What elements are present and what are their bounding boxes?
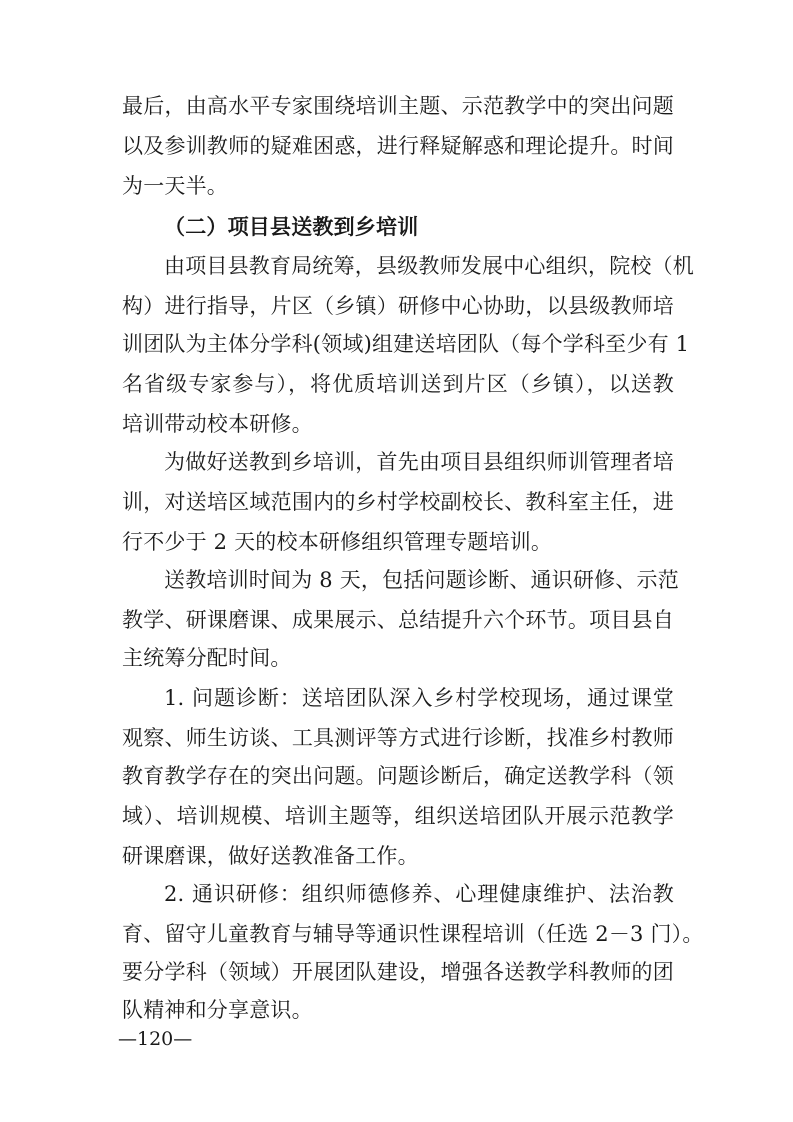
paragraph-line: 教学、研课磨课、成果展示、总结提升六个环节。项目县自 [122, 608, 674, 632]
paragraph-line: 行不少于 2 天的校本研修组织管理专题培训。 [122, 530, 553, 554]
paragraph-line: 送教培训时间为 8 天，包括问题诊断、通识研修、示范 [164, 568, 679, 592]
paragraph-line: 以及参训教师的疑难困惑，进行释疑解惑和理论提升。时间 [122, 134, 674, 158]
paragraph-line: 训团队为主体分学科(领域)组建送培团队（每个学科至少有 1 [122, 332, 690, 356]
paragraph-line: 为一天半。 [122, 174, 228, 198]
paragraph-line: 育、留守儿童教育与辅导等通识性课程培训（任选 2－3 门）。 [122, 922, 704, 946]
paragraph-line: 队精神和分享意识。 [122, 998, 313, 1022]
paragraph-line: 教育教学存在的突出问题。问题诊断后，确定送教学科（领 [122, 764, 674, 788]
paragraph-line: 为做好送教到乡培训，首先由项目县组织师训管理者培 [164, 450, 674, 474]
paragraph-line: 研课磨课，做好送教准备工作。 [122, 844, 419, 868]
paragraph-line: 主统筹分配时间。 [122, 646, 292, 670]
paragraph-line: 训，对送培区域范围内的乡村学校副校长、教科室主任，进 [122, 490, 674, 514]
paragraph-line: 培训带动校本研修。 [122, 412, 313, 436]
paragraph-line: 最后，由高水平专家围绕培训主题、示范教学中的突出问题 [122, 94, 674, 118]
section-heading: （二）项目县送教到乡培训 [164, 214, 419, 239]
paragraph-line: 观察、师生访谈、工具测评等方式进行诊断，找准乡村教师 [122, 726, 674, 750]
list-item-heading: 2. 通识研修：组织师德修养、心理健康维护、法治教 [164, 882, 674, 906]
paragraph-line: 域）、培训规模、培训主题等，组织送培团队开展示范教学 [122, 804, 674, 828]
list-item-heading: 1. 问题诊断：送培团队深入乡村学校现场，通过课堂 [164, 686, 674, 710]
paragraph-line: 由项目县教育局统筹，县级教师发展中心组织，院校（机 [164, 254, 694, 278]
paragraph-line: 构）进行指导，片区（乡镇）研修中心协助，以县级教师培 [122, 294, 674, 318]
page-number: —120— [118, 1028, 193, 1050]
paragraph-line: 要分学科（领域）开展团队建设，增强各送教学科教师的团 [122, 960, 674, 984]
paragraph-line: 名省级专家参与），将优质培训送到片区（乡镇），以送教 [122, 372, 674, 396]
